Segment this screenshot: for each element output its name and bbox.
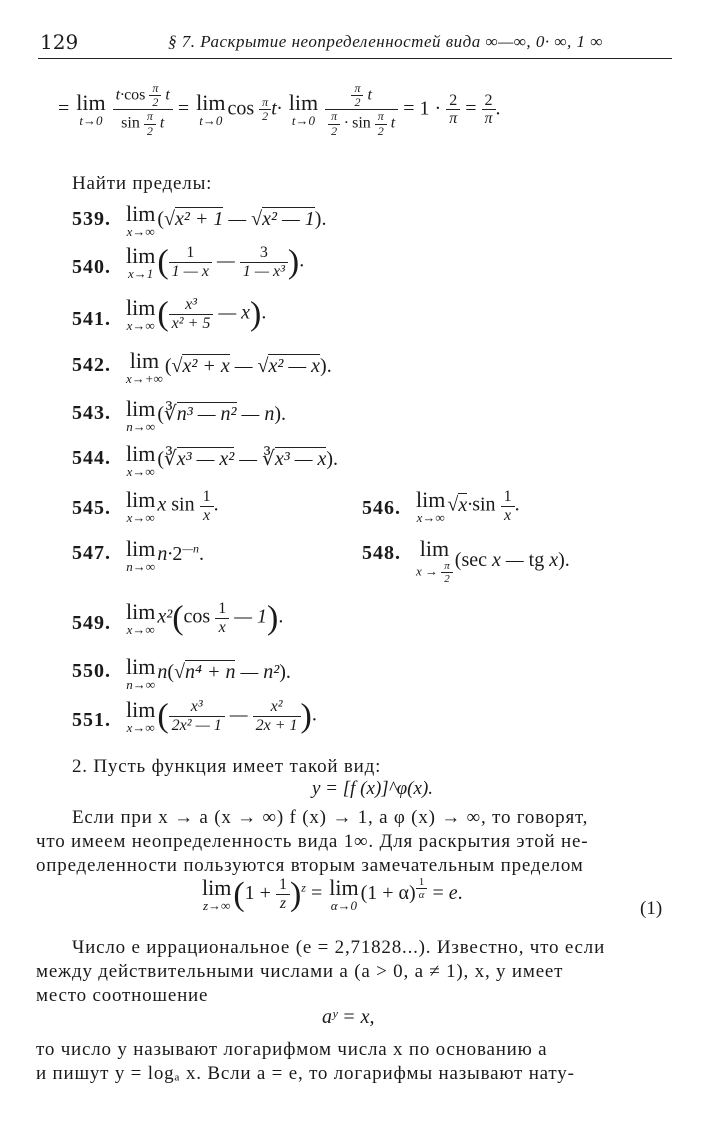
problem-545-expression: lim x→∞ x sin $\frac{1}{x}$ . [126, 486, 219, 525]
problem-541-expression: lim x→∞ ( $\frac{\text{x³}}{\text{x² + 5}}$ — x). [126, 294, 267, 333]
problem-549-number: 549. [72, 612, 111, 634]
problem-551-expression: lim x→∞ ( $\frac{\text{x³}}{\text{2x² — 1}}$ — $\frac{\text{x²}}{2x + 1}$ ). [126, 696, 317, 735]
paragraph-e-line-3: место соотношение [36, 985, 209, 1006]
paragraph-e-line-2: между действительными числами a (a > 0, a ≠ 1), x, y имеет [36, 961, 564, 982]
problem-547-expression: lim n→∞ $n\cdot 2^{—n}$. [126, 536, 205, 574]
problem-546-expression: lim x→∞ √x·sin $\frac{1}{x}$ . [416, 486, 520, 525]
problem-541-number: 541. [72, 308, 111, 330]
problem-543-expression: lim n→∞ (∛n³ — n² — n). [126, 396, 287, 434]
problem-549-expression: lim x→∞ x²(cos $\frac{1}{x}$ — 1). [126, 598, 284, 637]
paragraph-log-line-1: то число y называют логарифмом числа x по основанию a [36, 1039, 548, 1060]
problem-548-number: 548. [362, 542, 401, 564]
paragraph-log-line-2: и пишут y = logₐ x. Вcли a = e, то логарифмы называют нату- [36, 1063, 575, 1084]
problem-540-number: 540. [72, 256, 111, 278]
problem-550-expression: lim n→∞ n(√n⁴ + n — n²). [126, 654, 291, 692]
equation-number: (1) [640, 898, 663, 919]
find-limits-heading: Найти пределы: [72, 173, 213, 194]
problem-543-number: 543. [72, 402, 111, 424]
paragraph-if-line-3: определенности пользуются вторым замечательным пределом [36, 855, 584, 876]
second-remarkable-limit: lim z→∞ (1 + $\frac{1}{z}$ )$^z$ = lim α→0 (1 + α) $^{\frac{1}{\alpha}}$ = e. [202, 874, 463, 913]
problem-542-number: 542. [72, 354, 111, 376]
paragraph-if-line-1: Если при x → a (x → ∞) f (x) → 1, а φ (x) → ∞, то говорят, [72, 807, 589, 828]
problem-544-number: 544. [72, 447, 111, 469]
problem-539-expression: lim x→∞ (√x² + 1 — √x² — 1). [126, 201, 327, 239]
problem-548-expression: lim x → $\frac{\pi}{2}$ (sec x — tg x). [416, 536, 570, 586]
problem-539-number: 539. [72, 208, 111, 230]
problem-551-number: 551. [72, 709, 111, 731]
page-number: 129 [40, 30, 79, 54]
problem-546-number: 546. [362, 497, 401, 519]
problem-547-number: 547. [72, 542, 111, 564]
problem-540-expression: lim x→1 ( $\frac{1}{1 — x}$ — $\frac{3}{\text{1 — x³}}$ ). [126, 242, 305, 281]
paragraph-e-line-1: Число e иррациональное (e = 2,71828...). Известно, что если [72, 937, 606, 958]
paragraph-if-line-2: что имеем неопределенность вида 1∞. Для раскрытия этой не- [36, 831, 589, 852]
formula-y: y = [f (x)]^φ(x). [312, 778, 434, 799]
header-rule [38, 58, 672, 59]
problem-545-number: 545. [72, 497, 111, 519]
problem-542-expression: lim x→+∞ (√x² + x — √x² — x). [126, 348, 332, 386]
section-2-intro: 2. Пусть функция имеет такой вид: [72, 756, 382, 777]
running-header: § 7. Раскрытие неопределенностей вида ∞—∞, 0· ∞, 1 ∞ [168, 32, 603, 51]
derivation-equation: = lim t→0 t·cos $\frac{\pi}{2}$ t sin $\frac{\pi}{2}$ t = lim t→0 cos $\frac{\pi}{2}$ t· lim t→0 $\frac{\pi}{2}$ t $\frac{\pi}{2}$ · sin $\frac{\pi}{2}$ t = 1 · $\frac{2}{\pi}$ = $\frac{2}{\pi}$ . [58, 81, 501, 138]
problem-544-expression: lim x→∞ (∛x³ — x² — ∛x³ — x). [126, 441, 339, 479]
formula-a-power-y: aʸ = x, [322, 1006, 375, 1028]
problem-550-number: 550. [72, 660, 111, 682]
